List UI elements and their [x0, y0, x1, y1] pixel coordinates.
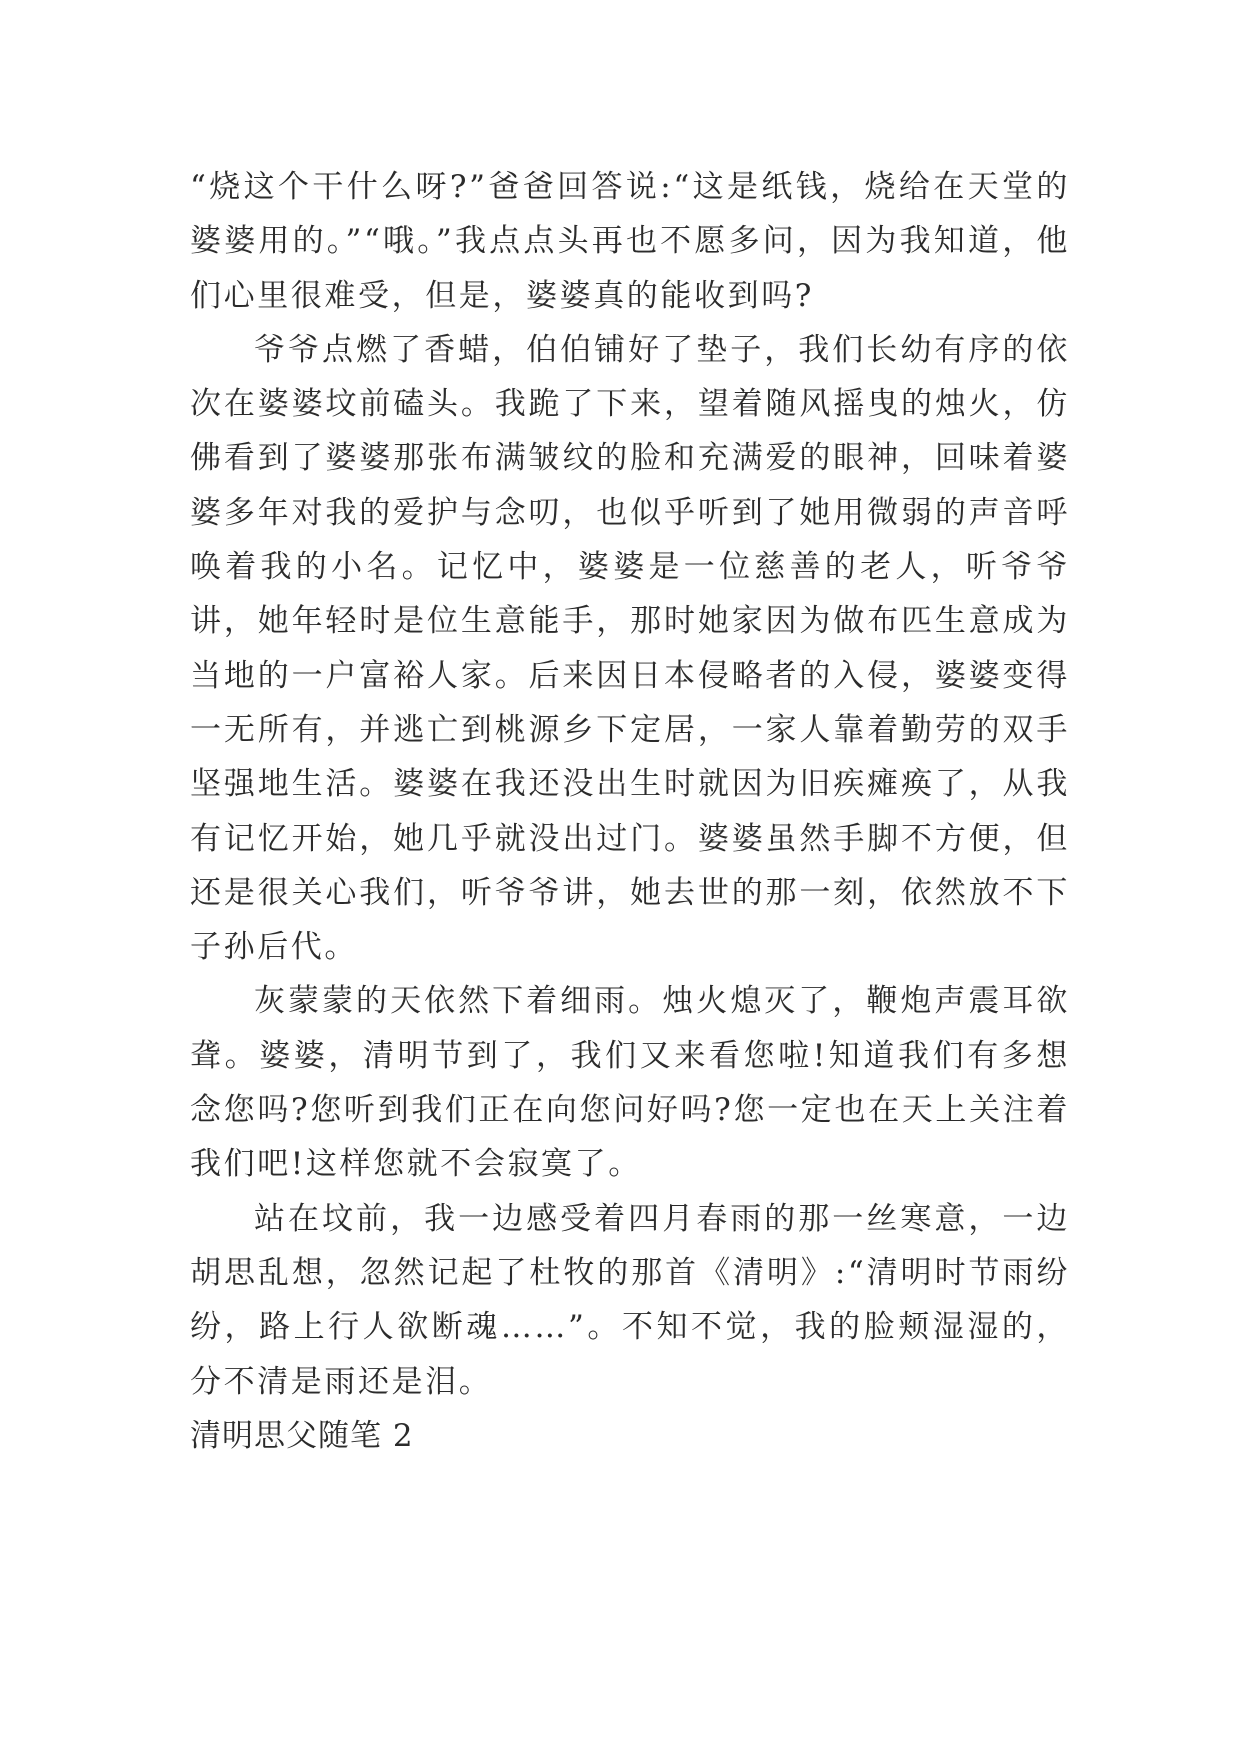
- paragraph: 站在坟前，我一边感受着四月春雨的那一丝寒意，一边胡思乱想，忽然记起了杜牧的那首《清明》:“清明时节雨纷纷，路上行人欲断魂……”。不知不觉，我的脸颊湿湿的，分不清是雨还是泪。: [190, 1200, 1070, 1400]
- document-body: [190, 160, 1070, 1463]
- paragraph: 灰蒙蒙的天依然下着细雨。烛火熄灭了，鞭炮声震耳欲聋。婆婆，清明节到了，我们又来看您啦!知道我们有多想念您吗?您听到我们正在向您问好吗?您一定也在天上关注着我们吧!这样您就不会寂寞了。: [190, 983, 1070, 1183]
- section-heading: 清明思父随笔 2: [190, 1417, 414, 1454]
- paragraph: “烧这个干什么呀?”爸爸回答说:“这是纸钱，烧给在天堂的婆婆用的。”“哦。”我点点头再也不愿多问，因为我知道，他们心里很难受，但是，婆婆真的能收到吗?: [190, 169, 1070, 314]
- paragraph: 爷爷点燃了香蜡，伯伯铺好了垫子，我们长幼有序的依次在婆婆坟前磕头。我跪了下来，望着随风摇曳的烛火，仿佛看到了婆婆那张布满皱纹的脸和充满爱的眼神，回味着婆婆多年对我的爱护与念叨，也似乎听到了她用微弱的声音呼唤着我的小名。记忆中，婆婆是一位慈善的老人，听爷爷讲，她年轻时是位生意能手，那时她家因为做布匹生意成为当地的一户富裕人家。后来因日本侵略者的入侵，婆婆变得一无所有，并逃亡到桃源乡下定居，一家人靠着勤劳的双手坚强地生活。婆婆在我还没出生时就因为旧疾瘫痪了，从我有记忆开始，她几乎就没出过门。婆婆虽然手脚不方便，但还是很关心我们，听爷爷讲，她去世的那一刻，依然放不下子孙后代。: [190, 331, 1070, 966]
